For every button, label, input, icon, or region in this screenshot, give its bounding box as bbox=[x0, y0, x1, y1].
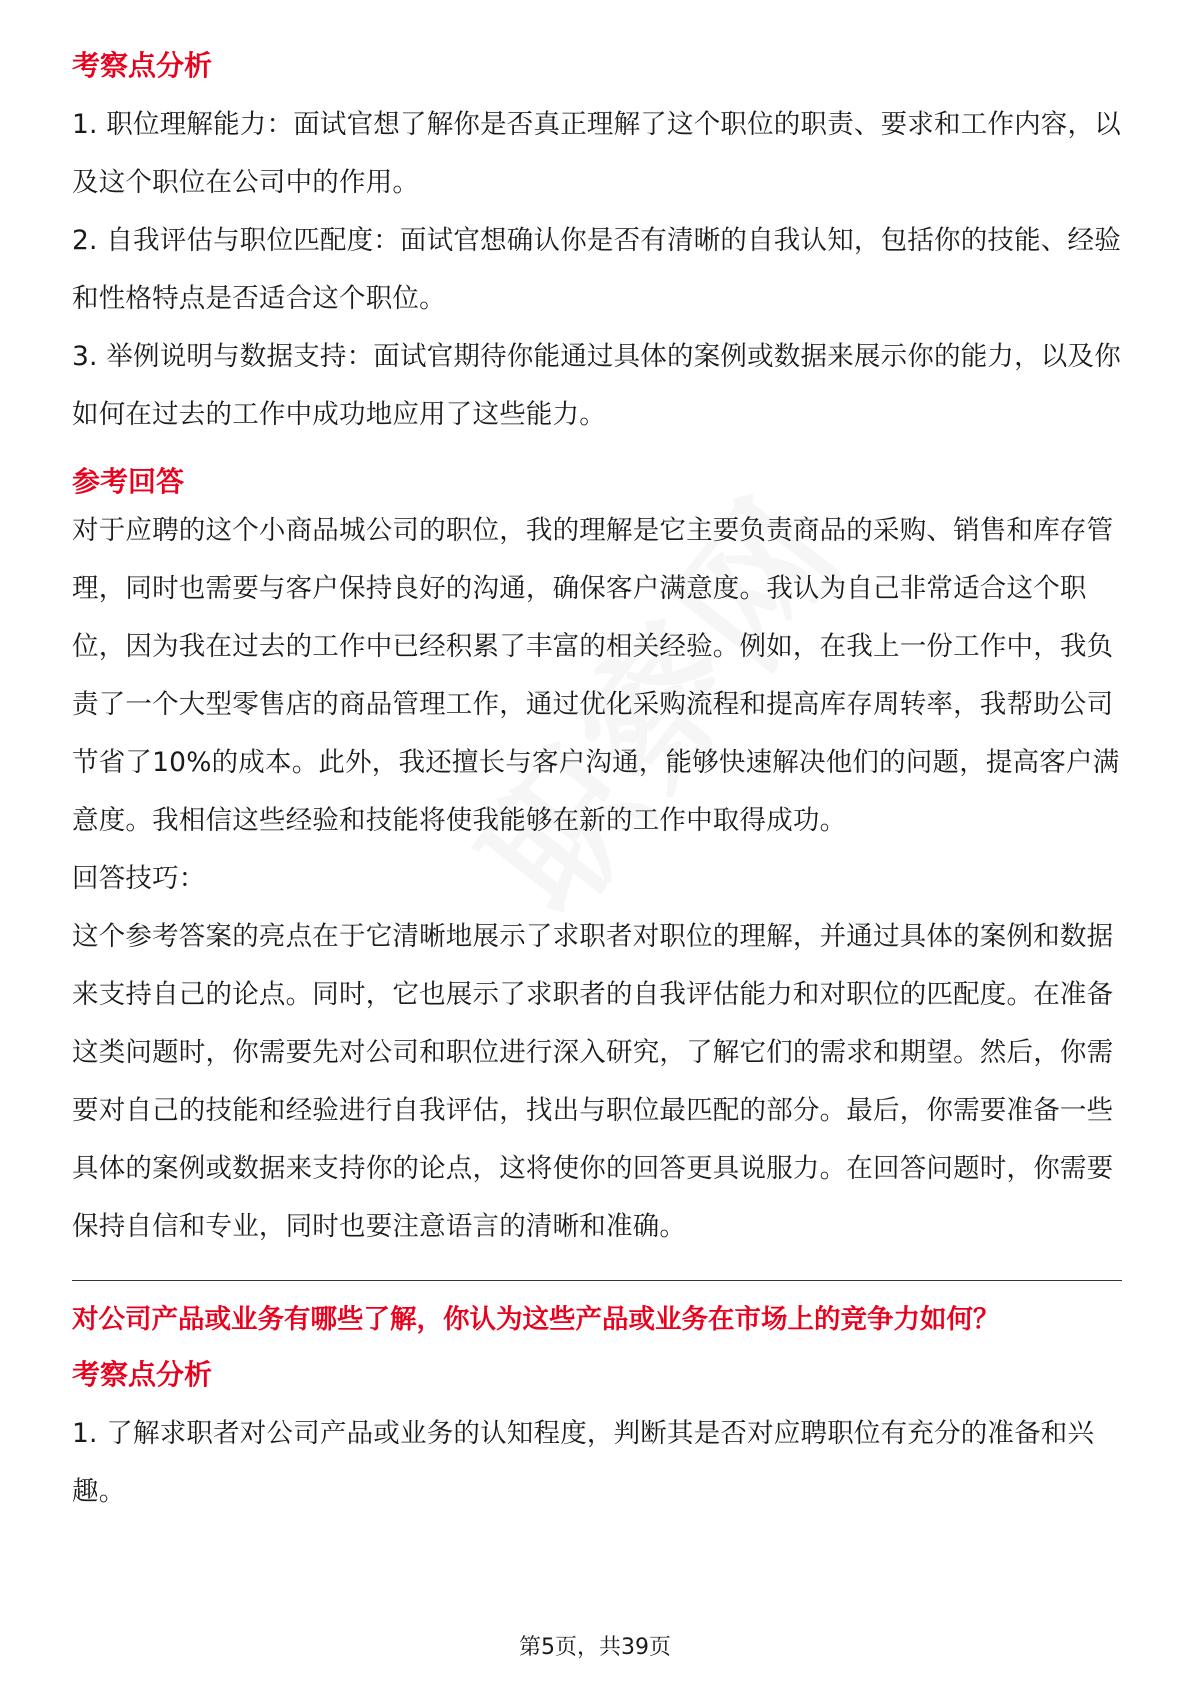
analysis-item: 3. 举例说明与数据支持：面试官期待你能通过具体的案例或数据来展示你的能力，以及你如何在过去的工作中成功地应用了这些能力。 bbox=[72, 341, 1121, 430]
question-heading: 对公司产品或业务有哪些了解，你认为这些产品或业务在市场上的竞争力如何？ bbox=[72, 1304, 1000, 1335]
analysis-item: 1. 职位理解能力：面试官想了解你是否真正理解了这个职位的职责、要求和工作内容，以及这个职位在公司中的作用。 bbox=[72, 109, 1121, 198]
section-title-reference-answer: 参考回答 bbox=[72, 465, 185, 498]
answer-tips-text: 这个参考答案的亮点在于它清晰地展示了求职者对职位的理解，并通过具体的案例和数据来支持自己的论点。同时，它也展示了求职者的自我评估能力和对职位的匹配度。在准备这类问题时，你需要先对公司和职位进行深入研究，了解它们的需求和期望。然后，你需要对自己的技能和经验进行自我评估，找出与职位最匹配的部分。最后，你需要准备一些具体的案例或数据来支持你的论点，这将使你的回答更具说服力。在回答问题时，你需要保持自信和专业，同时也要注意语言的清晰和准确。 bbox=[72, 921, 1114, 1242]
analysis-item: 1. 了解求职者对公司产品或业务的认知程度，判断其是否对应聘职位有充分的准备和兴趣。 bbox=[72, 1418, 1095, 1507]
analysis-item: 2. 自我评估与职位匹配度：面试官想确认你是否有清晰的自我认知，包括你的技能、经验和性格特点是否适合这个职位。 bbox=[72, 225, 1121, 314]
section-title-analysis: 考察点分析 bbox=[72, 49, 213, 82]
section-divider bbox=[72, 1280, 1122, 1281]
section-title-analysis-2: 考察点分析 bbox=[72, 1358, 213, 1391]
answer-tips-label: 回答技巧： bbox=[72, 863, 206, 894]
reference-answer-text: 对于应聘的这个小商品城公司的职位，我的理解是它主要负责商品的采购、销售和库存管理，同时也需要与客户保持良好的沟通，确保客户满意度。我认为自己非常适合这个职位，因为我在过去的工作中已经积累了丰富的相关经验。例如，在我上一份工作中，我负责了一个大型零售店的商品管理工作，通过优化采购流程和提高库存周转率，我帮助公司节省了10%的成本。此外，我还擅长与客户沟通，能够快速解决他们的问题，提高客户满意度。我相信这些经验和技能将使我能够在新的工作中取得成功。 bbox=[72, 515, 1120, 836]
document-body bbox=[72, 46, 1122, 1521]
page-number: 第5页，共39页 bbox=[519, 1635, 671, 1660]
